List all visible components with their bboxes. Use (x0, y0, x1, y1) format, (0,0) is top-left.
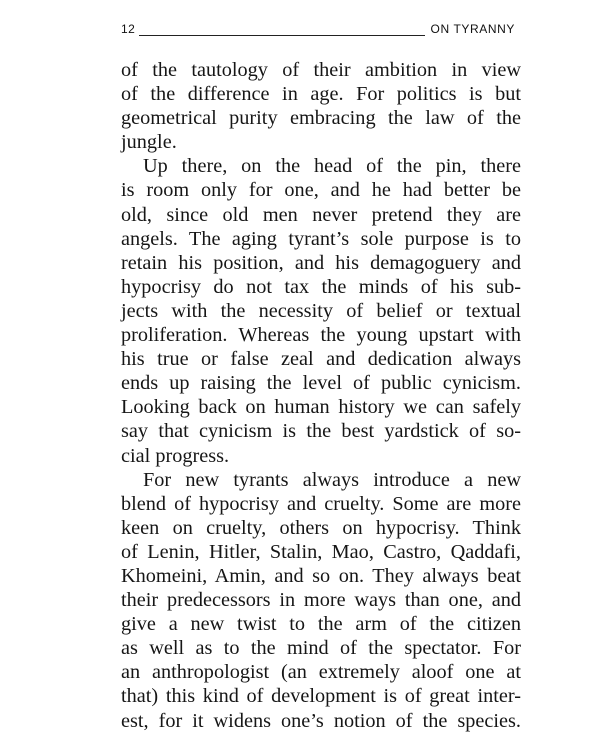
text-line: retain his position, and his demagoguery and (121, 251, 521, 274)
text-line: is room only for one, and he had better be (121, 179, 521, 202)
running-head (121, 22, 515, 42)
body-text (121, 58, 521, 733)
text-line: ends up raising the level of public cynicism. (121, 372, 521, 395)
text-line: jungle. (121, 131, 177, 154)
text-line: est, for it widens one’s notion of the species. (121, 709, 521, 732)
text-line: their predecessors in more ways than one, and (121, 589, 521, 612)
text-line: old, since old men never pretend they are (121, 203, 521, 226)
text-line: an anthropologist (an extremely aloof one at (121, 661, 521, 684)
book-title: ON TYRANNY (430, 22, 515, 36)
text-line: of the difference in age. For politics is but (121, 83, 521, 106)
text-line: give a new twist to the arm of the citizen (121, 613, 521, 636)
text-line: as well as to the mind of the spectator. For (121, 637, 521, 660)
page-number: 12 (121, 22, 136, 36)
text-line: Looking back on human history we can safely (121, 396, 521, 419)
text-line: that) this kind of development is of great inter- (121, 685, 521, 708)
text-line: geometrical purity embracing the law of the (121, 107, 521, 130)
text-line: proliferation. Whereas the young upstart with (121, 324, 521, 347)
text-line: For new tyrants always introduce a new (143, 468, 521, 491)
text-line: of Lenin, Hitler, Stalin, Mao, Castro, Qaddafi, (121, 540, 521, 563)
paragraph-2 (121, 154, 521, 467)
text-line: Up there, on the head of the pin, there (143, 155, 521, 178)
paragraph-1 (121, 58, 521, 154)
header-rule (139, 35, 425, 36)
text-line: hypocrisy do not tax the minds of his sub- (121, 275, 521, 298)
text-line: cial progress. (121, 444, 230, 467)
text-line: his true or false zeal and dedication always (121, 348, 521, 371)
text-line: say that cynicism is the best yardstick of so- (121, 420, 521, 443)
text-line: angels. The aging tyrant’s sole purpose is to (121, 227, 521, 250)
paragraph-3 (121, 468, 521, 733)
text-line: of the tautology of their ambition in view (121, 59, 521, 81)
text-line: Khomeini, Amin, and so on. They always beat (121, 564, 521, 587)
text-line: blend of hypocrisy and cruelty. Some are more (121, 492, 521, 515)
text-line: jects with the necessity of belief or textual (121, 299, 521, 322)
text-line: keen on cruelty, others on hypocrisy. Think (121, 516, 521, 539)
